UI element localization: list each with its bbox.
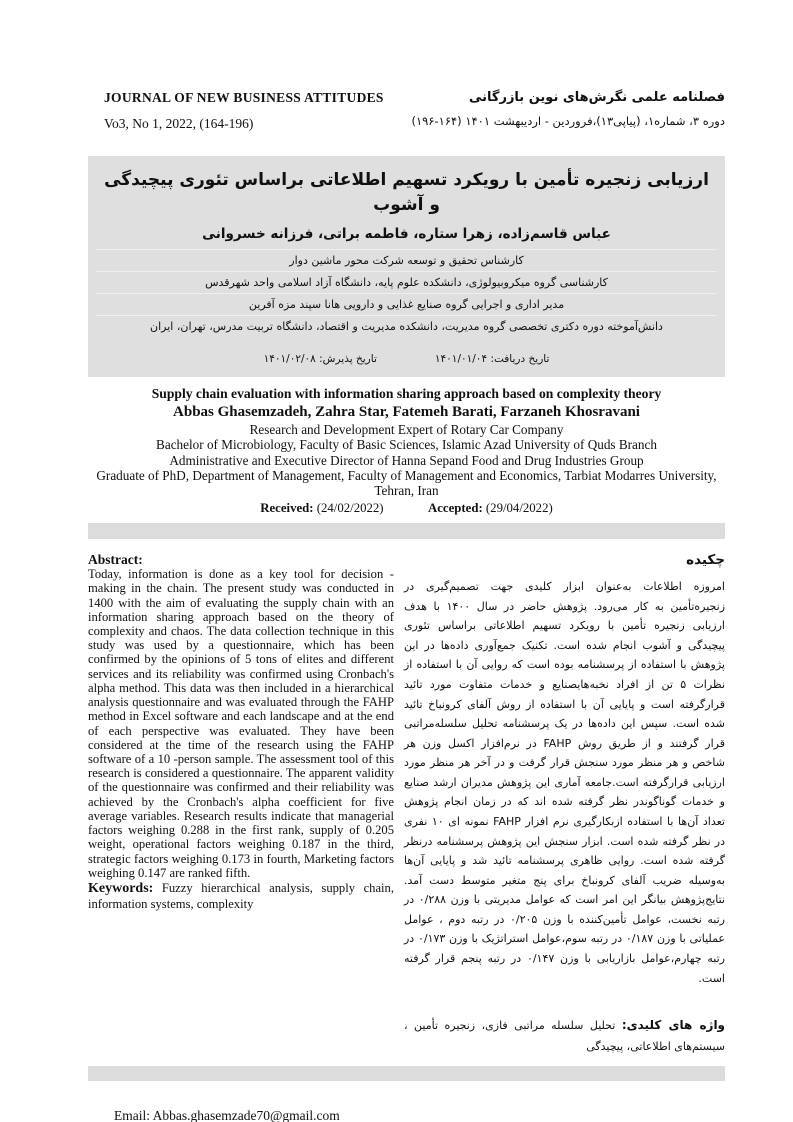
journal-name-en: JOURNAL OF NEW BUSINESS ATTITUDES — [104, 90, 384, 105]
paper-title-fa: ارزیابی زنجیره تأمین با رویکرد تسهیم اطلاعاتی براساس تئوری پیچیدگی و آشوب — [104, 170, 709, 215]
keywords-label-fa: واژه های کلیدی: — [621, 1018, 726, 1033]
keywords-text-en: Fuzzy hierarchical analysis, supply chain, information systems, complexity — [88, 880, 394, 911]
abstract-english-column — [88, 552, 394, 911]
abstract-body-en: Today, information is done as a key tool for decision - making in the chain. The present study was conducted in 1400 with the aim of evaluating the supply chain with an information sharing approach based on the theory of complexity and chaos. The data collection technique in this study was used by a questionnaire, which has been confirmed by the opinions of 5 tons of elites and different services and its reliability was confirmed using Cronbach's alpha method. This data was then included in a hierarchical analysis questionnaire and was evaluated through the FAHP method in Excel software and each landscape and at the end of each perspective was evaluated. They have been considered at the time of the research using the FAHP software of a 10 -person sample. The assessment tool of this research is considered a questionnaire. The apparent validity of the questionnaire was confirmed and their reliability was achieved by the Cronbach's alpha coefficient for five average variables. Research results indicate that managerial factors weighing 0.288 in the first rank, supply of 0.205 weight, operational factors weighing 0.187 in the third, strategic factors weighing 0.173 in fourth, Marketing factors weighing 0.147 are ranked fifth. — [88, 567, 394, 880]
affiliation-en-1: Research and Development Expert of Rotary Car Company — [249, 421, 564, 437]
accepted-value-fa: ۱۴۰۱/۰۲/۰۸ — [263, 353, 316, 366]
affiliation-fa-4: دانش‌آموخته دوره دکتری تخصصی گروه مدیریت، دانشکده مدیریت و اقتصاد، دانشگاه تربیت مدرس، تهران، ایران — [96, 315, 717, 337]
received-value-en: (24/02/2022) — [316, 500, 384, 515]
accepted-value-en: (29/04/2022) — [485, 500, 553, 515]
keywords-label-en: Keywords: — [88, 880, 154, 896]
journal-header — [88, 90, 725, 132]
page-content — [88, 0, 725, 1122]
abstract-persian-column — [404, 552, 725, 1058]
affiliation-fa-2: کارشناسی گروه میکروبیولوژی، دانشکده علوم پایه، دانشگاه آزاد اسلامی واحد شهرقدس — [96, 271, 717, 293]
keywords-text-fa: تحلیل سلسله مراتبی فازی، زنجیره تأمین ، سیستم‌های اطلاعاتی، پیچیدگی — [404, 1019, 725, 1054]
accepted-label-fa: تاریخ پذیرش: — [319, 353, 377, 366]
footer-email — [114, 1108, 725, 1122]
abstract-heading-fa: چکیده — [686, 551, 725, 568]
dates-fa — [96, 353, 717, 365]
journal-name-fa: فصلنامه علمی نگرش‌های نوین بازرگانی — [468, 90, 725, 105]
divider-band-top — [88, 523, 725, 539]
journal-issue-fa: دوره ۳، شماره۱، (پیاپی۱۳)،فروردین - اردیبهشت ۱۴۰۱ (۱۶۴-۱۹۶) — [411, 114, 725, 128]
received-date-fa — [435, 353, 550, 365]
english-title-block — [88, 386, 725, 516]
paper-title-en: Supply chain evaluation with information sharing approach based on complexity theory — [151, 386, 662, 402]
journal-header-english — [88, 90, 384, 132]
affiliation-en-2: Bachelor of Microbiology, Faculty of Basic Sciences, Islamic Azad University of Quds Branch — [156, 437, 657, 453]
authors-fa: عباس قاسم‌زاده، زهرا ستاره، فاطمه براتی، فرزانه خسروانی — [202, 226, 611, 243]
persian-title-block — [88, 156, 725, 377]
received-value-fa: ۱۴۰۱/۰۱/۰۴ — [434, 353, 488, 366]
received-label-en: Received: — [260, 500, 314, 515]
abstract-body-fa: امروزه اطلاعات به‌عنوان ابزار کلیدی جهت تصمیم‌گیری در زنجیره‌تأمین به کار می‌رود. پژوهش حاضر در سال ۱۴۰۰ با هدف ارزیابی زنجیره تأمین با رویکرد تسهیم اطلاعاتی براساس تئوری پیچیدگی و آشوب انجام شده است. تکنیک جمع‌آوری داده‌ها در این پژوهش با استفاده از پرسشنامه بوده است که روایی آن با استفاده از نظرات ۵ تن از افراد نخبه‌هایصنایع و خدمات متفاوت مورد تائید قرارگرفته است و پایایی آن با استفاده از روش آلفای کرونباخ تائید شده است. سپس این داده‌ها در یک پرسشنامه تحلیل سلسله‌مراتبی قرار گرفتند و از طریق روش FAHP در نرم‌افزار اکسل وزن هر شاخص و هر منظر مورد سنجش قرار گرفت و در آخر هر منظر مورد ارزیابی قرارگرفته است.جامعه آماری این پژوهش مدیران ارشد صنایع و خدمات گوناگوندر نظر گرفته شده اند که در زمان انجام پژوهش تعداد آن‌ها با استفاده ازبکارگیری نرم افزار FAHP نمونه ای ۱۰ نفری در نظر گرفته شده است. ابزار سنجش این پژوهش پرسشنامه درنظر گرفته شده است. روایی ظاهری پرسشنامه تائید شد و پایایی آن‌ها به‌وسیله ضریب آلفای کرونباخ برای پنج متغیر متوسط دست آمد. نتایج‌پژوهش بیانگر این امر است که عوامل مدیریتی با وزن ۰/۲۸۸ در رتبه نخست، عوامل تأمین‌کننده با وزن ۰/۲۰۵ در رتبه دوم ، عوامل عملیاتی با وزن ۰/۱۸۷ در رتبه سوم،عوامل استراتژیک با وزن ۰/۱۷۳ در رتبه چهارم،عوامل بازاریابی با وزن ۰/۱۴۷ در رتبه پنجم قرار گرفته است. — [404, 580, 726, 985]
divider-band-bottom — [88, 1066, 725, 1081]
affiliation-en-3: Administrative and Executive Director of Hanna Sepand Food and Drug Industries Group — [169, 452, 644, 468]
affiliation-en-4: Graduate of PhD, Department of Management, Faculty of Management and Economics, Tarbiat Modarres University, Tehran, Iran — [96, 468, 717, 499]
received-label-fa: تاریخ دریافت: — [490, 353, 550, 366]
email-label: Email: — [114, 1107, 150, 1122]
accepted-date-fa — [264, 353, 377, 365]
accepted-label-en: Accepted: — [427, 500, 483, 515]
journal-issue-en: Vo3, No 1, 2022, (164-196) — [104, 116, 254, 131]
affiliation-fa-1: کارشناس تحقیق و توسعه شرکت محور ماشین دوار — [96, 249, 717, 271]
authors-en: Abbas Ghasemzadeh, Zahra Star, Fatemeh Barati, Farzaneh Khosravani — [173, 404, 640, 421]
journal-header-persian — [411, 90, 725, 128]
keywords-fa — [404, 1014, 725, 1058]
abstract-heading-en: Abstract: — [88, 551, 143, 567]
email-value: Abbas.ghasemzade70@gmail.com — [152, 1107, 340, 1122]
dates-en — [88, 501, 725, 516]
affiliation-fa-3: مدیر اداری و اجرایی گروه صنایع غذایی و دارویی هانا سپند مزه آفرین — [96, 293, 717, 315]
abstract-columns — [88, 552, 725, 1058]
keywords-en — [88, 881, 394, 911]
